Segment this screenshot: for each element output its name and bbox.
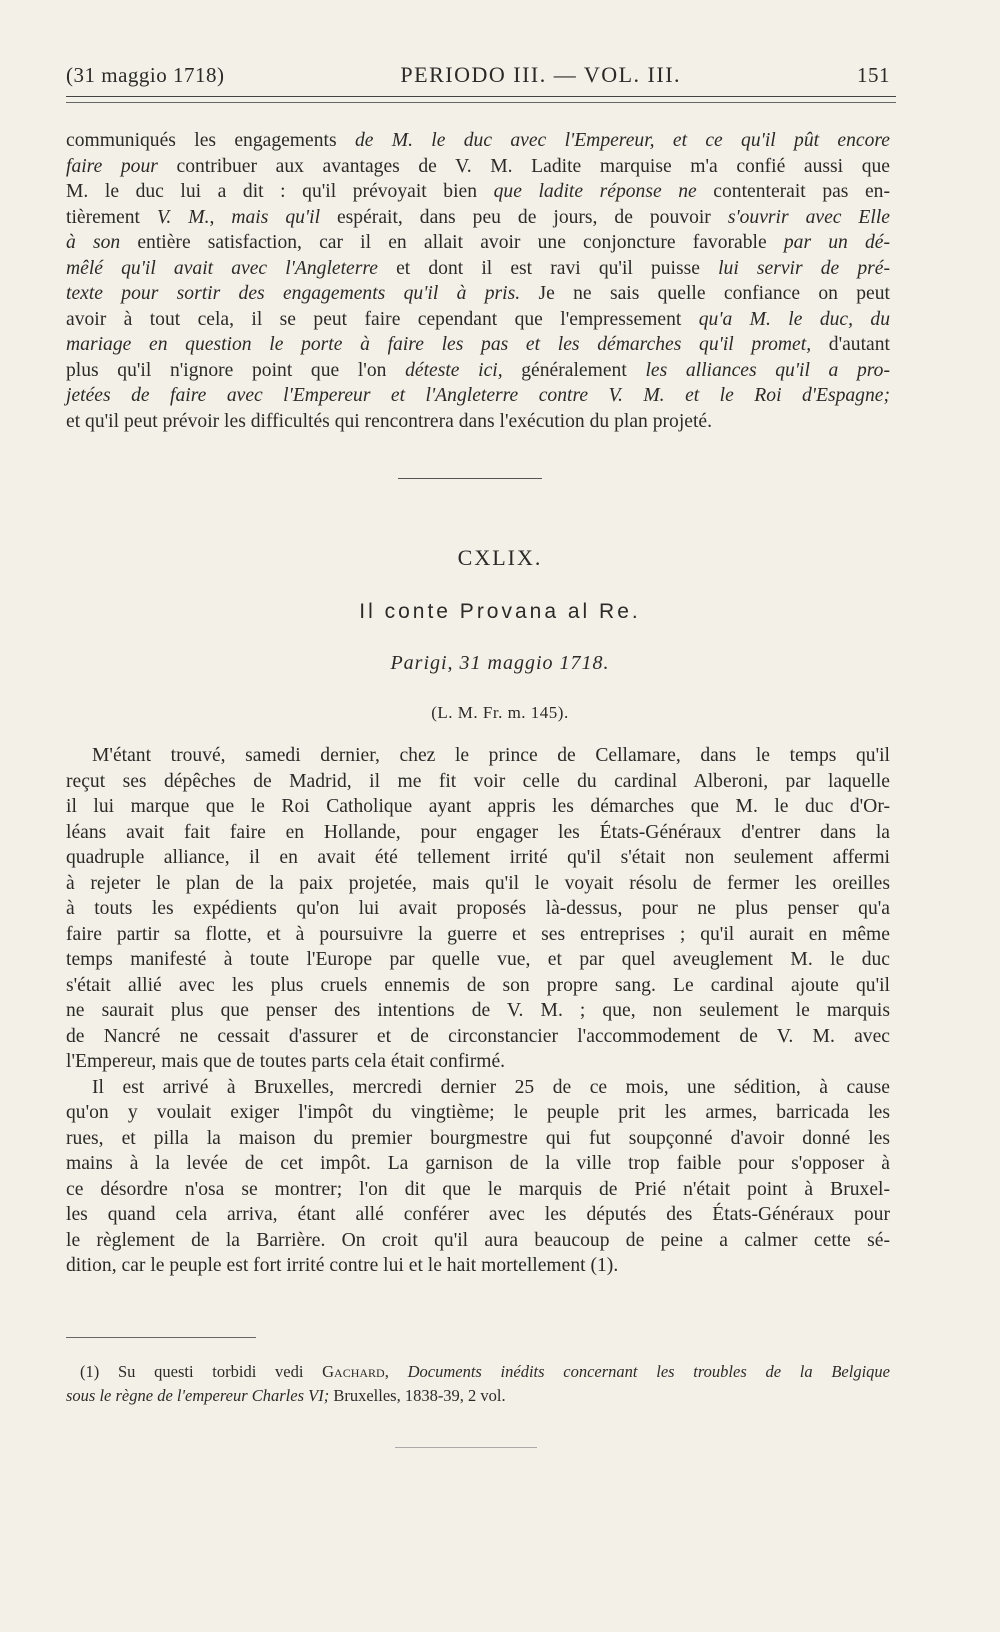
text-run: Il est arrivé à Bruxelles, mercredi dernier 25 de ce mois, une sédition, à cause xyxy=(92,1076,890,1098)
footnote-line-2 xyxy=(66,1384,890,1408)
text-run: à touts les expédients qu'on lui avait proposés là-dessus, pour ne plus penser qu'a xyxy=(66,898,890,919)
text-run: entière satisfaction, car il en allait avoir une conjoncture favorable xyxy=(120,232,784,253)
italic-run: les alliances qu'il a pro- xyxy=(645,359,891,381)
text-run: M'étant trouvé, samedi dernier, chez le prince de Cellamare, dans le temps qu'il xyxy=(92,745,890,766)
text-run: , xyxy=(209,206,232,228)
italic-run: jetées de faire avec l'Empereur et l'Angleterre contre V. M. et le Roi d'Espagne; xyxy=(66,385,890,406)
text-run: Gachard xyxy=(322,1362,385,1381)
text-line xyxy=(66,1228,890,1254)
header-date: (31 maggio 1718) xyxy=(66,63,225,87)
header-rule xyxy=(66,96,896,103)
italic-run: à son xyxy=(66,232,121,253)
document-place-date: Parigi, 31 maggio 1718. xyxy=(390,652,610,674)
letter-body xyxy=(66,743,890,1279)
document-title: Il conte Provana al Re. xyxy=(359,600,641,623)
text-run: Bruxelles, 1838-39, 2 vol. xyxy=(329,1386,506,1405)
text-run: à rejeter le plan de la paix projetée, mais qu'il le voyait résolu de fermer les oreilles xyxy=(66,872,890,894)
bottom-rule xyxy=(395,1447,537,1448)
text-run: faire partir sa flotte, et à poursuivre la guerre et ses entreprises ; qu'il aurait en même xyxy=(66,923,890,945)
text-run: plus qu'il n'ignore point que l'on xyxy=(66,359,406,381)
text-line xyxy=(66,1049,890,1075)
text-line xyxy=(66,743,890,769)
text-line xyxy=(66,820,890,846)
text-run: de Nancré ne cessait d'assurer et de circonstancier l'accommodement de V. M. avec xyxy=(66,1025,890,1047)
text-run: Su questi torbidi vedi xyxy=(99,1362,323,1381)
italic-run: de M. le duc avec l'Empereur, et ce qu'il pût encore xyxy=(354,130,890,151)
italic-run: V. M. xyxy=(156,206,210,228)
text-line xyxy=(66,1202,890,1228)
text-line xyxy=(66,1100,890,1126)
text-run: léans avait fait faire en Hollande, pour engager les États-Généraux d'entrer dans la xyxy=(66,821,890,843)
section-separator xyxy=(398,478,542,479)
text-run: qu'on y voulait exiger l'impôt du vingtième; le peuple prit les armes, barricada les xyxy=(66,1102,890,1123)
text-line xyxy=(66,154,890,180)
italic-run: mais qu'il xyxy=(231,206,321,228)
text-line xyxy=(66,383,890,409)
page-number: 151 xyxy=(856,63,890,87)
text-run: quadruple alliance, il en avait été tellement irrité qu'il s'était non seulement affermi xyxy=(66,847,890,868)
text-line xyxy=(66,845,890,871)
text-run: dition, car le peuple est fort irrité contre lui et le hait mortellement (1). xyxy=(66,1255,619,1276)
text-run: et dont il est ravi qu'il puisse xyxy=(377,257,719,279)
text-line xyxy=(66,998,890,1024)
italic-run: que ladite réponse ne xyxy=(493,181,697,202)
italic-run: mêlé qu'il avait avec l'Angleterre xyxy=(66,257,378,279)
text-run: d'autant xyxy=(811,334,890,355)
text-line xyxy=(66,794,890,820)
footnote-line-1 xyxy=(66,1360,890,1384)
italic-run: faire pour xyxy=(66,155,158,177)
footnote-marker: (1) xyxy=(80,1362,100,1381)
document-source: (L. M. Fr. m. 145). xyxy=(431,703,569,722)
text-line xyxy=(66,769,890,795)
continuation-paragraph xyxy=(66,128,890,434)
text-run: et qu'il peut prévoir les difficultés qui rencontrera dans l'exécution du plan projeté. xyxy=(66,410,713,432)
text-line xyxy=(66,230,890,256)
text-line xyxy=(66,947,890,973)
footnote xyxy=(66,1360,890,1408)
text-run: , xyxy=(384,1362,408,1381)
text-line xyxy=(66,922,890,948)
text-line xyxy=(66,256,890,282)
italic-run: lui servir de pré- xyxy=(718,257,891,279)
document-number: CXLIX. xyxy=(457,545,543,570)
text-line xyxy=(66,358,890,384)
text-run: contribuer aux avantages de V. M. Ladite marquise m'a confié aussi que xyxy=(157,155,890,177)
italic-run: texte pour sortir des engagements qu'il à pris. xyxy=(66,283,521,304)
text-line xyxy=(66,332,890,358)
text-line xyxy=(66,307,890,333)
text-run: ne saurait plus que penser des intentions de V. M. ; que, non seulement le marquis xyxy=(66,1000,890,1021)
text-run: Je ne sais quelle confiance on peut xyxy=(520,283,890,304)
text-line xyxy=(66,1151,890,1177)
text-line xyxy=(66,1253,890,1279)
italic-run: Documents inédits concernant les troubles de la Belgique xyxy=(407,1362,891,1381)
text-line xyxy=(66,409,890,435)
text-run: reçut ses dépêches de Madrid, il me fit voir celle du cardinal Alberoni, par laquelle xyxy=(66,770,890,792)
text-run: rues, et pilla la maison du premier bourgmestre qui fut soupçonné d'avoir donné les xyxy=(66,1127,890,1149)
text-run: M. le duc lui a dit : qu'il prévoyait bien xyxy=(66,181,494,202)
italic-run: mariage en question le porte à faire les pas et les démarches qu'il promet, xyxy=(66,334,812,355)
text-run: généralement xyxy=(502,359,646,381)
text-run: il lui marque que le Roi Catholique ayant appris les démarches que M. le duc d'Or- xyxy=(66,796,890,817)
text-line xyxy=(66,1075,890,1101)
text-run: espérait, dans peu de jours, de pouvoir xyxy=(320,206,728,228)
text-line xyxy=(66,973,890,999)
text-run: temps manifesté à toute l'Europe par quelle vue, et par quel aveuglement M. le duc xyxy=(66,949,890,970)
text-run: mains à la levée de cet impôt. La garnison de la ville trop faible pour s'opposer à xyxy=(66,1153,890,1174)
text-run: les quand cela arriva, étant allé conférer avec les députés des États-Généraux pour xyxy=(66,1204,890,1225)
text-line xyxy=(66,128,890,154)
text-line xyxy=(66,281,890,307)
text-line xyxy=(66,871,890,897)
running-header xyxy=(66,62,890,88)
italic-run: sous le règne de l'empereur Charles VI; xyxy=(66,1386,330,1405)
text-run: communiqués les engagements xyxy=(66,130,355,151)
text-run: l'Empereur, mais que de toutes parts cela était confirmé. xyxy=(66,1051,506,1072)
text-run: le règlement de la Barrière. On croit qu'il aura beaucoup de peine a calmer cette sé- xyxy=(66,1229,890,1251)
text-line xyxy=(66,1177,890,1203)
text-run: tièrement xyxy=(66,206,157,228)
italic-run: s'ouvrir avec Elle xyxy=(727,206,890,228)
header-title: PERIODO III. — VOL. III. xyxy=(400,62,682,87)
italic-run: par un dé- xyxy=(783,232,890,253)
text-run: s'était allié avec les plus cruels ennemis de son propre sang. Le cardinal ajoute qu'il xyxy=(66,974,890,996)
text-line xyxy=(66,896,890,922)
italic-run: déteste ici, xyxy=(405,359,503,381)
text-line xyxy=(66,1024,890,1050)
text-run: ce désordre n'osa se montrer; l'on dit que le marquis de Prié n'était point à Bruxel- xyxy=(66,1178,890,1200)
text-run: contenterait pas en- xyxy=(696,181,891,202)
footnote-rule xyxy=(66,1337,256,1338)
text-line xyxy=(66,179,890,205)
text-line xyxy=(66,1126,890,1152)
text-run: avoir à tout cela, il se peut faire cependant que l'empressement xyxy=(66,308,699,330)
text-line xyxy=(66,205,890,231)
italic-run: qu'a M. le duc, du xyxy=(698,308,890,330)
